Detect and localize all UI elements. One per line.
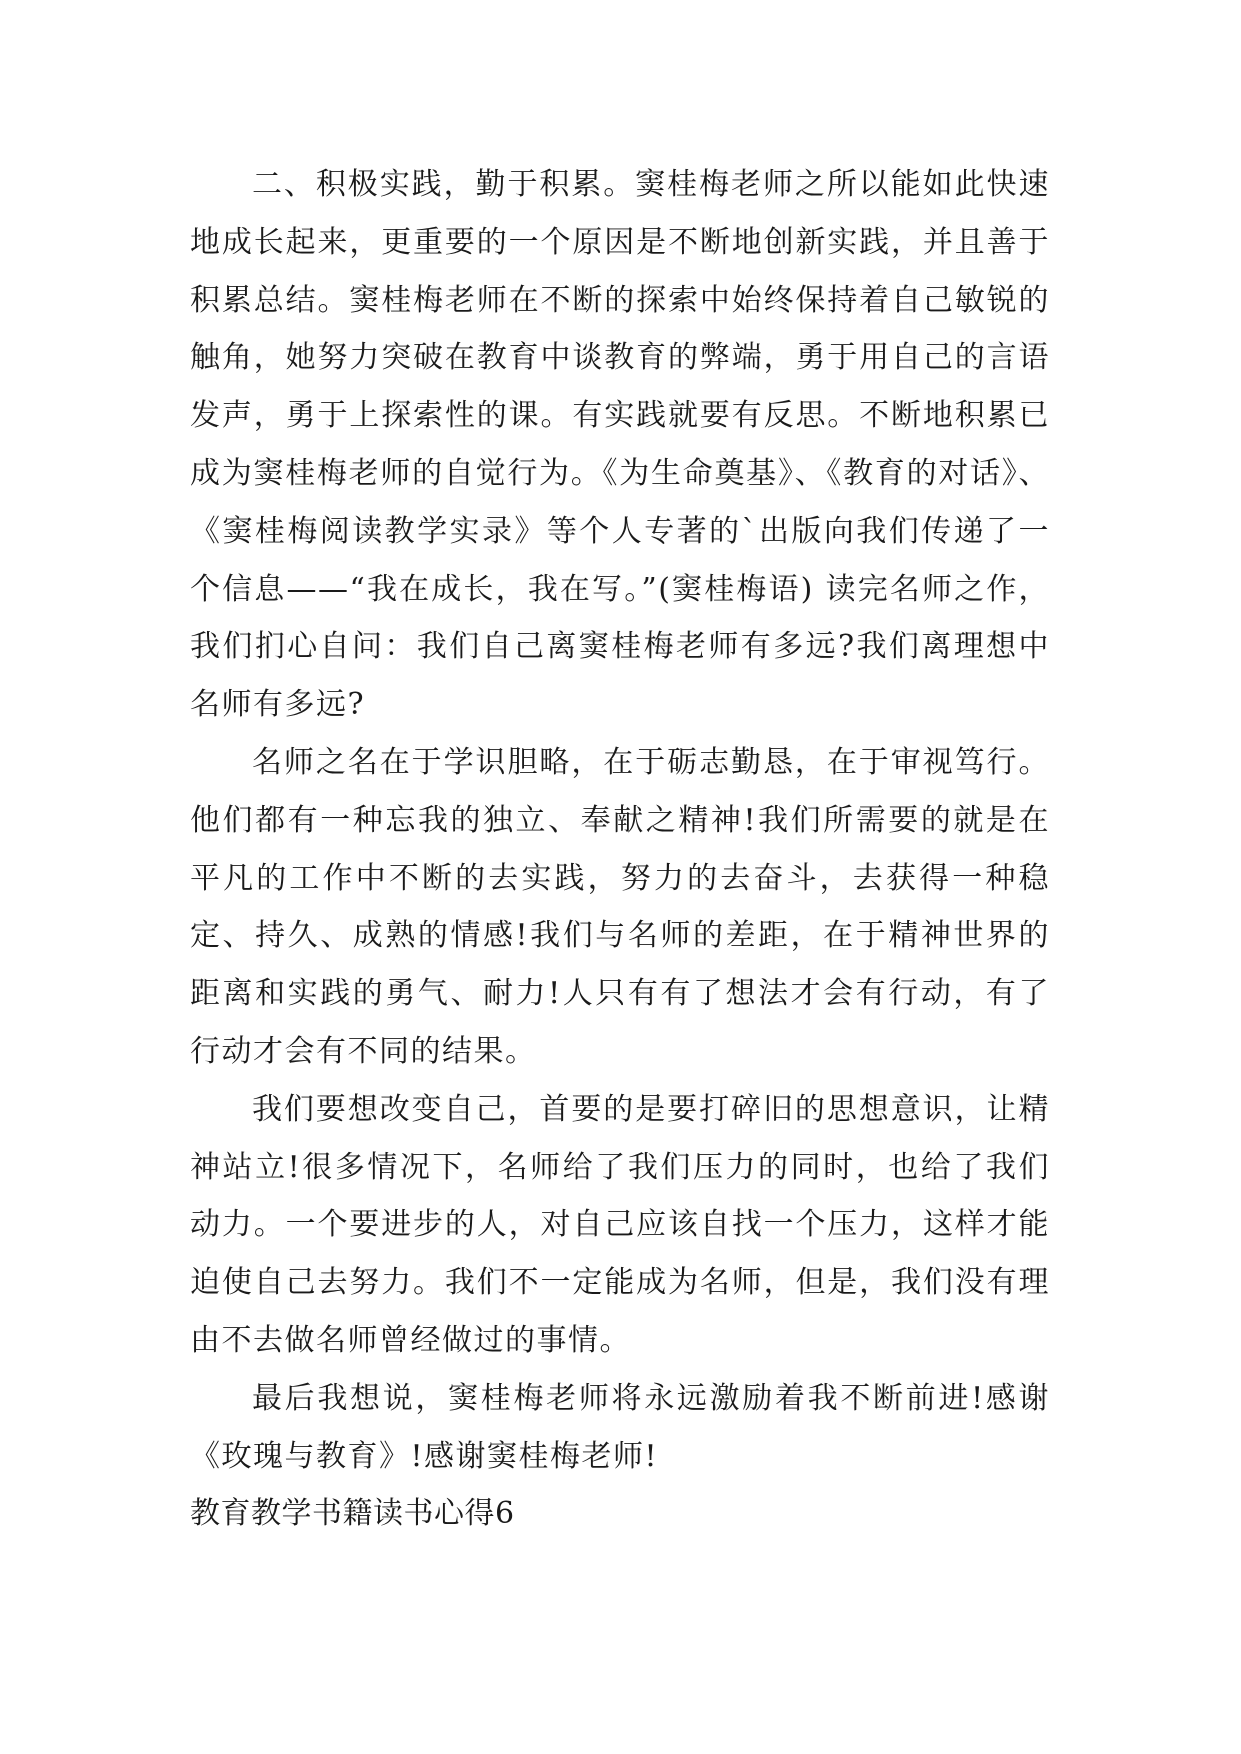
paragraph-4: 最后我想说，窦桂梅老师将永远激励着我不断前进!感谢《玫瑰与教育》!感谢窦桂梅老师! [190,1380,1050,1474]
paragraph-2: 名师之名在于学识胆略，在于砺志勤恳，在于审视笃行。他们都有一种忘我的独立、奉献之精神!我们所需要的就是在平凡的工作中不断的去实践，努力的去奋斗，去获得一种稳定、持久、成熟的情感!我们与名师的差距，在于精神世界的距离和实践的勇气、耐力!人只有有了想法才会有行动，有了行动才会有不同的结果。 [190,744,1050,1069]
paragraph-3: 我们要想改变自己，首要的是要打碎旧的思想意识，让精神站立!很多情况下，名师给了我们压力的同时，也给了我们动力。一个要进步的人，对自己应该自找一个压力，这样才能迫使自己去努力。我们不一定能成为名师，但是，我们没有理由不去做名师曾经做过的事情。 [190,1091,1050,1358]
section-heading: 教育教学书籍读书心得6 [190,1496,515,1532]
document-body [190,156,1050,1543]
paragraph-1: 二、积极实践，勤于积累。窦桂梅老师之所以能如此快速地成长起来，更重要的一个原因是不断地创新实践，并且善于积累总结。窦桂梅老师在不断的探索中始终保持着自己敏锐的触角，她努力突破在教育中谈教育的弊端，勇于用自己的言语发声，勇于上探索性的课。有实践就要有反思。不断地积累已成为窦桂梅老师的自觉行为。《为生命奠基》、《教育的对话》、《窦桂梅阅读教学实录》等个人专著的`出版向我们传递了一个信息——“我在成长，我在写。”(窦桂梅语) 读完名师之作，我们扪心自问：我们自己离窦桂梅老师有多远?我们离理想中名师有多远? [190,167,1050,723]
